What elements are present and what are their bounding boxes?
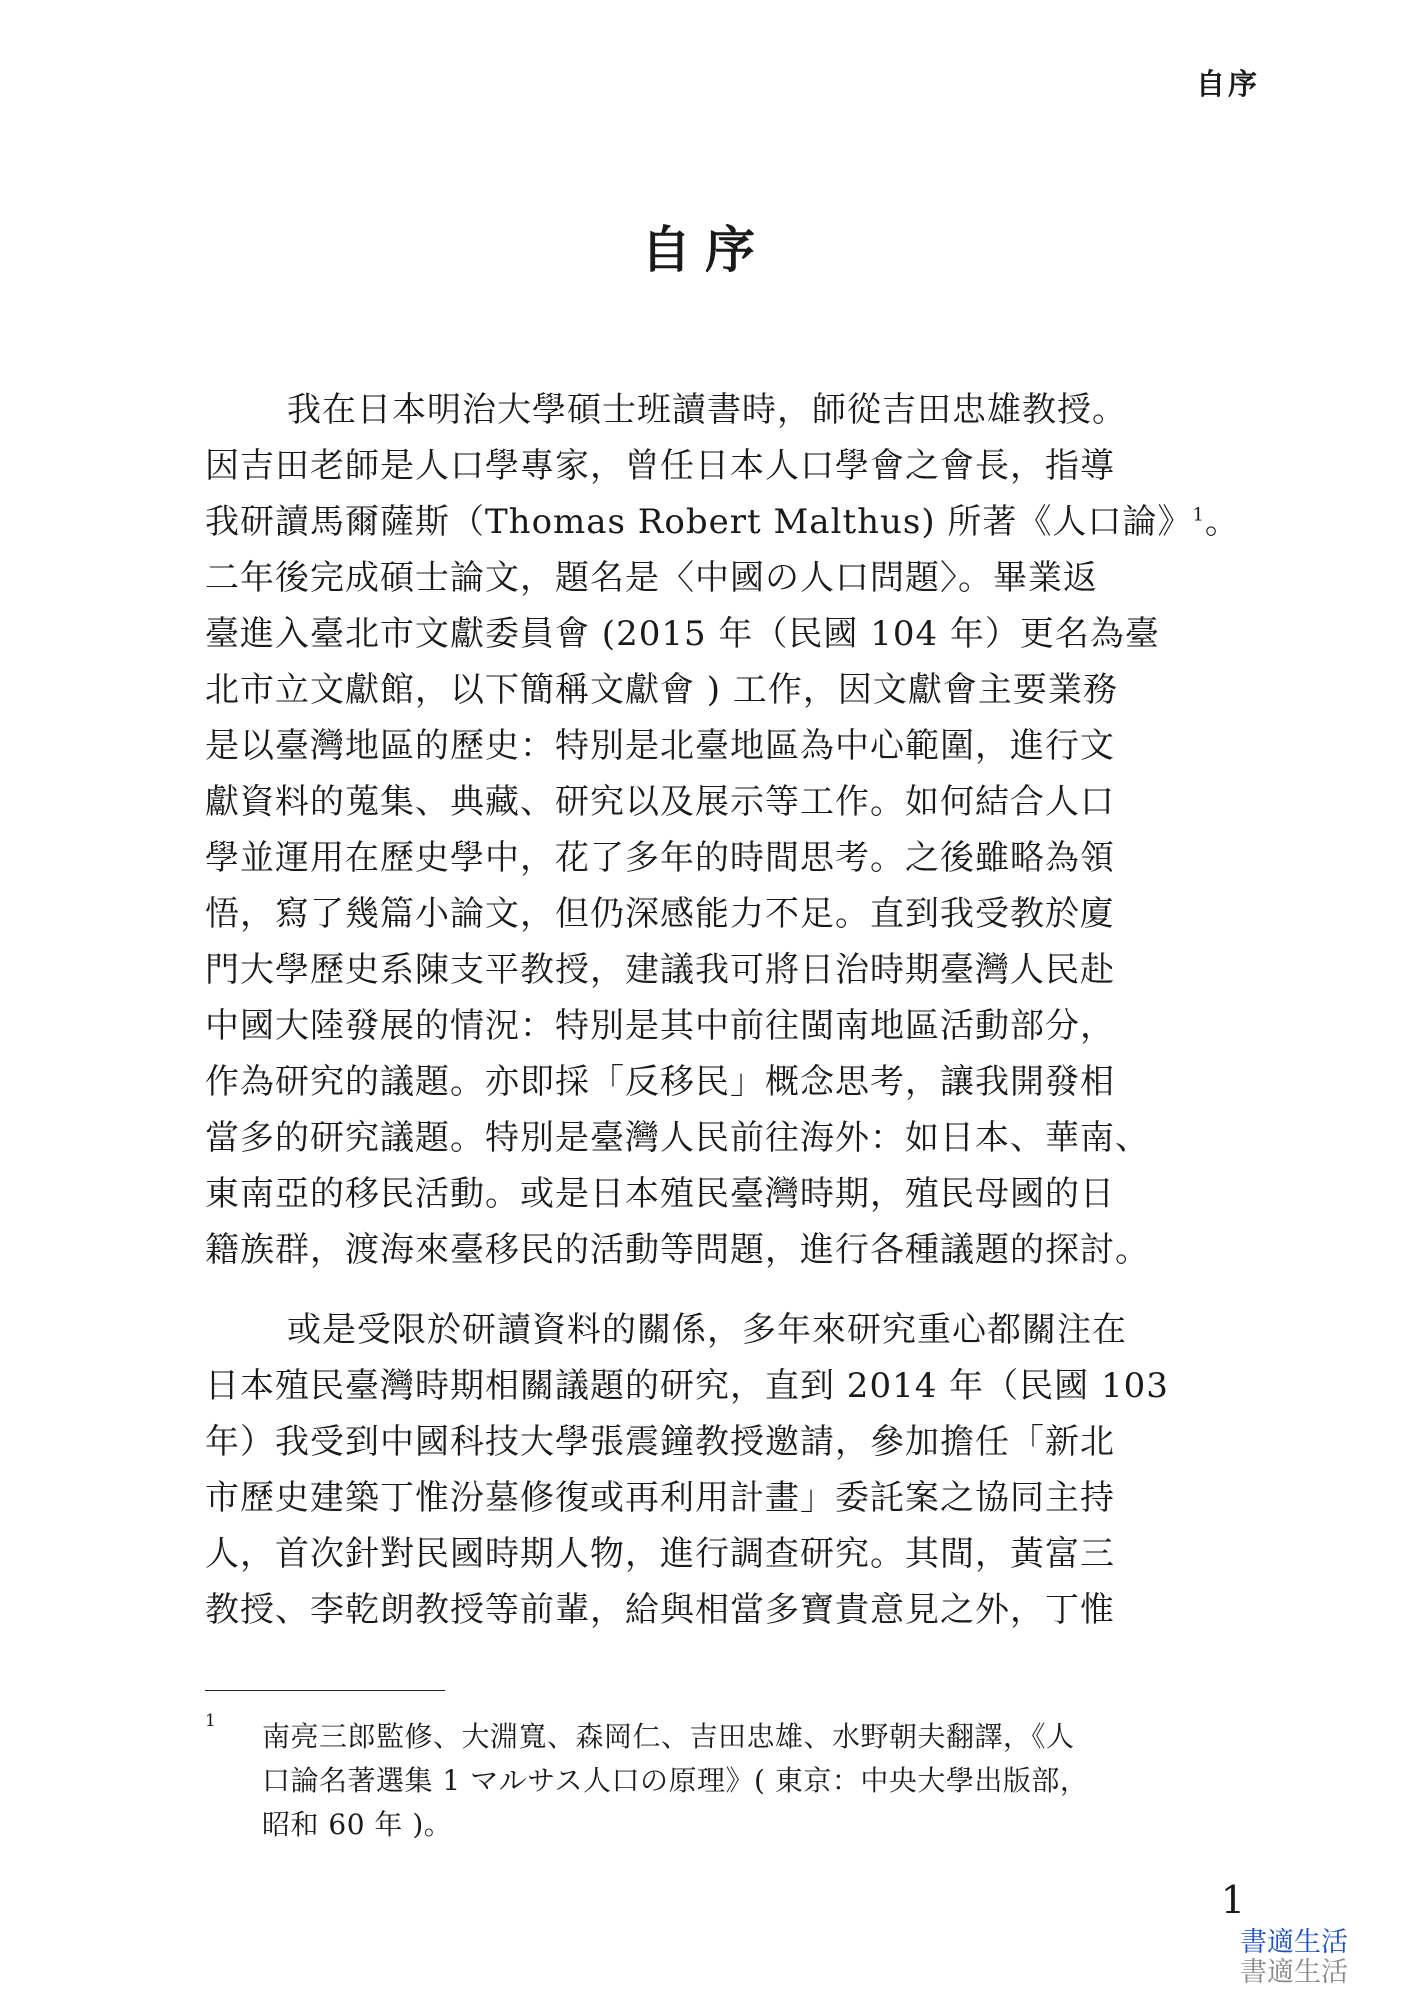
footnote-body	[262, 1715, 1235, 1847]
chapter-title: 自序	[641, 220, 769, 279]
watermark	[1240, 1928, 1348, 1988]
paragraph-1	[205, 382, 1240, 1278]
text-line-trailing: 。	[1204, 502, 1240, 542]
text-line-with-footnote-ref	[205, 494, 1240, 550]
text-line: 或是受限於研讀資料的關係，多年來研究重心都關注在	[287, 1310, 1127, 1350]
text-line: 因吉田老師是人口學專家，曾任日本人口學會之會長，指導	[205, 446, 1115, 486]
text-line: 年）我受到中國科技大學張震鐘教授邀請，參加擔任「新北	[205, 1422, 1115, 1462]
watermark-line-primary: 書適生活	[1240, 1927, 1348, 1958]
body-text	[205, 382, 1240, 1638]
text-line: 當多的研究議題。特別是臺灣人民前往海外：如日本、華南、	[205, 1118, 1150, 1158]
paragraph-2	[205, 1302, 1235, 1638]
text-line: 日本殖民臺灣時期相關議題的研究，直到 2014 年（民國 103	[205, 1366, 1169, 1406]
footnote-ref-marker[interactable]: 1	[1192, 504, 1205, 526]
footnote-marker: 1	[205, 1711, 216, 1731]
text-line: 北市立文獻館，以下簡稱文獻會 ) 工作，因文獻會主要業務	[205, 670, 1118, 710]
text-line: 市歷史建築丁惟汾墓修復或再利用計畫」委託案之協同主持	[205, 1478, 1115, 1518]
footnote-divider	[205, 1690, 445, 1691]
footnote-1	[205, 1711, 1235, 1847]
page-number: 1	[1220, 1878, 1245, 1922]
footnote-line: 口論名著選集 1 マルサス人口の原理》( 東京：中央大學出版部，	[262, 1764, 1089, 1797]
text-line: 作為研究的議題。亦即採「反移民」概念思考，讓我開發相	[205, 1062, 1115, 1102]
text-line: 臺進入臺北市文獻委員會 (2015 年（民國 104 年）更名為臺	[205, 614, 1160, 654]
text-line: 教授、李乾朗教授等前輩，給與相當多寶貴意見之外，丁惟	[205, 1590, 1115, 1630]
text-line: 中國大陸發展的情況：特別是其中前往閩南地區活動部分，	[205, 1006, 1115, 1046]
text-line: 是以臺灣地區的歷史：特別是北臺地區為中心範圍，進行文	[205, 726, 1115, 766]
text-line: 悟，寫了幾篇小論文，但仍深感能力不足。直到我受教於廈	[205, 894, 1115, 934]
text-line: 籍族群，渡海來臺移民的活動等問題，進行各種議題的探討。	[205, 1230, 1150, 1270]
text-line: 門大學歷史系陳支平教授，建議我可將日治時期臺灣人民赴	[205, 950, 1115, 990]
text-line: 獻資料的蒐集、典藏、研究以及展示等工作。如何結合人口	[205, 782, 1115, 822]
text-line: 人，首次針對民國時期人物，進行調查研究。其間，黃富三	[205, 1534, 1115, 1574]
running-header: 自序	[1195, 67, 1260, 101]
footnote-line: 南亮三郎監修、大淵寬、森岡仁、吉田忠雄、水野朝夫翻譯，《人	[262, 1720, 1075, 1753]
paragraph-spacer	[205, 1278, 1235, 1302]
watermark-line-secondary: 書適生活	[1240, 1957, 1348, 1988]
text-line: 學並運用在歷史學中，花了多年的時間思考。之後雖略為領	[205, 838, 1115, 878]
footnote-line: 昭和 60 年 )。	[262, 1808, 453, 1841]
text-line: 我在日本明治大學碩士班讀書時，師從吉田忠雄教授。	[287, 390, 1127, 430]
footnote-section	[205, 1711, 1235, 1847]
text-line-content: 我研讀馬爾薩斯（Thomas Robert Malthus) 所著《人口論》	[205, 502, 1193, 542]
text-line: 二年後完成碩士論文，題名是〈中國の人口問題〉。畢業返	[205, 558, 1098, 598]
text-line: 東南亞的移民活動。或是日本殖民臺灣時期，殖民母國的日	[205, 1174, 1115, 1214]
